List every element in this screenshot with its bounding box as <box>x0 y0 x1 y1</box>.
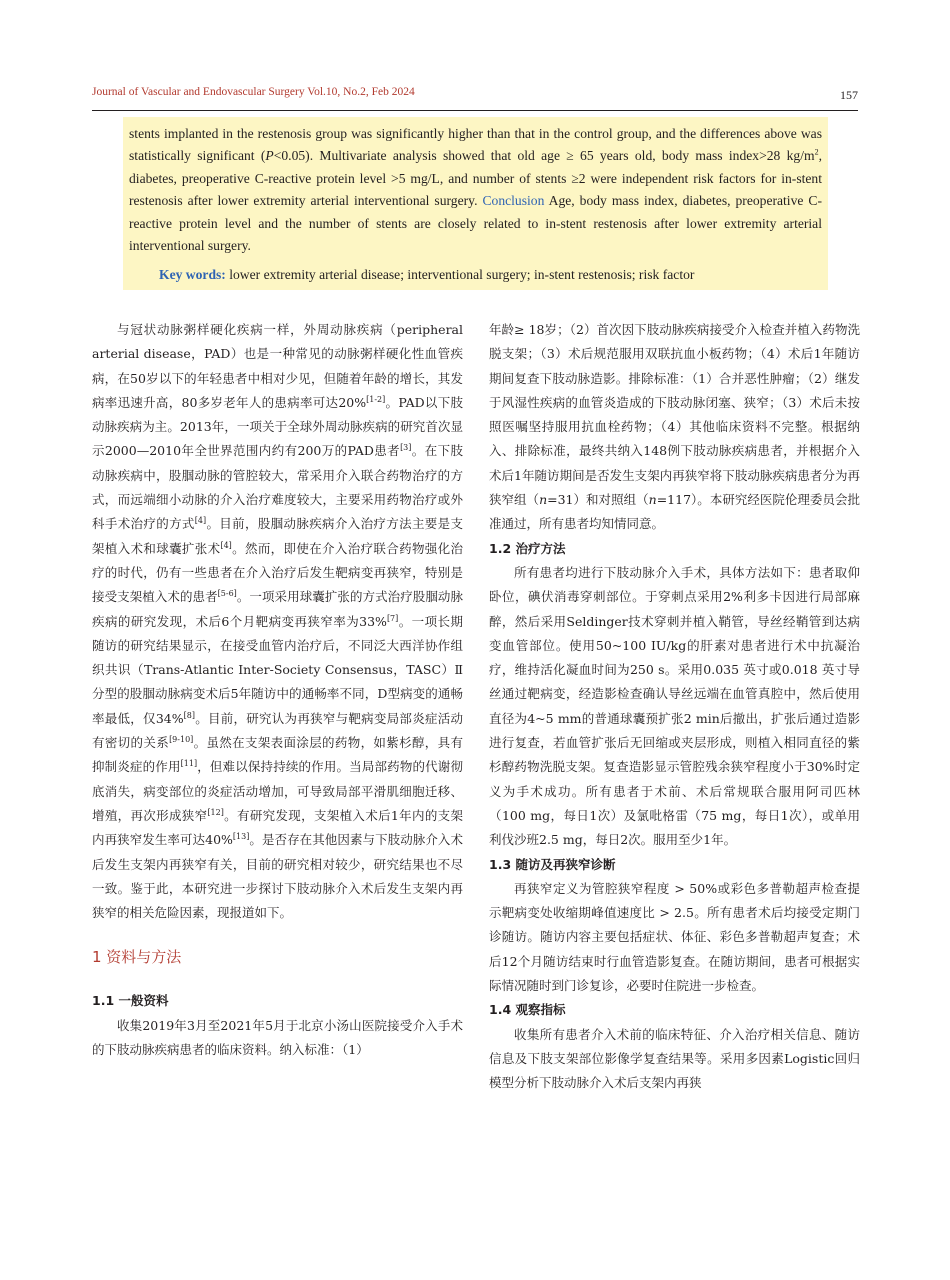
subsection-title-followup: 1.3 随访及再狭窄诊断 <box>489 856 616 872</box>
left-column <box>92 318 463 1062</box>
subsection-title-treatment: 1.2 治疗方法 <box>489 540 566 556</box>
general-data-paragraph: 收集2019年3月至2021年5月于北京小汤山医院接受介入手术的下肢动脉疾病患者的临床资料。纳入标准：（1） <box>92 1017 463 1058</box>
right-column <box>489 318 860 1096</box>
indicators-paragraph: 收集所有患者介入术前的临床特征、介入治疗相关信息、随访信息及下肢支架部位影像学复查结果等。采用多因素Logistic回归模型分析下肢动脉介入术后支架内再狭 <box>489 1026 860 1091</box>
header-rule <box>92 110 858 111</box>
running-header <box>92 86 858 106</box>
general-data-continued: 年龄≥ 18岁；（2）首次因下肢动脉疾病接受介入检查并植入药物洗脱支架；（3）术后规范服用双联抗血小板药物；（4）术后1年随访期间复查下肢动脉造影。排除标准：（1）合并恶性肿瘤；（2）继发于风湿性疾病的血管炎造成的下肢动脉闭塞、狭窄；（3）术后未按照医嘱坚持服用抗血栓药物；（4）其他临床资料不完整。根据纳入、排除标准，最终共纳入148例下肢动脉疾病患者，并根据介入术后1年随访期间是否发生支架内再狭窄将下肢动脉疾病患者分为再狭窄组（n=31）和对照组（n=117）。本研究经医院伦理委员会批准通过，所有患者均知情同意。 <box>489 322 860 532</box>
page-number: 157 <box>840 88 858 102</box>
followup-paragraph: 再狭窄定义为管腔狭窄程度 > 50%或彩色多普勒超声检查提示靶病变处收缩期峰值速度比 > 2.5。所有患者术后均接受定期门诊随访。随访内容主要包括症状、体征、彩色多普勒超声复查；术后12个月随访结束时行血管造影复查。在随访期间，患者可根据实际情况随时到门诊复诊，必要时住院进一步检查。 <box>489 880 860 994</box>
intro-paragraph: 与冠状动脉粥样硬化疾病一样，外周动脉疾病（peripheral arterial disease，PAD）也是一种常见的动脉粥样硬化性血管疾病，在50岁以下的年轻患者中相对少见，但随着年龄的增长，其发病率迅速升高，80多岁老年人的患病率可达20%[1-2]。PAD以下肢动脉疾病为主。2013年，一项关于全球外周动脉疾病的研究首次显示2000—2010年全世界范围内约有200万的PAD患者[3]。在下肢动脉疾病中，股腘动脉的管腔较大，常采用介入联合药物治疗的方式，而远端细小动脉的介入治疗难度较大，主要采用药物治疗或外科手术治疗的方式[4]。目前，股腘动脉疾病介入治疗方法主要是支架植入术和球囊扩张术[4]。然而，即使在介入治疗联合药物强化治疗的时代，仍有一些患者在介入治疗后发生靶病变再狭窄，特别是接受支架植入术的患者[5-6]。一项采用球囊扩张的方式治疗股腘动脉疾病的研究发现，术后6个月靶病变再狭窄率为33%[7]。一项长期随访的研究结果显示，在接受血管内治疗后，不同泛大西洋协作组织共识（Trans-Atlantic Inter-Society Consensus，TASC）Ⅱ分型的股腘动脉病变术后5年随访中的通畅率不同，D型病变的通畅率最低，仅34%[8]。目前，研究认为再狭窄与靶病变局部炎症活动有密切的关系[9-10]。虽然在支架表面涂层的药物，如紫杉醇，具有抑制炎症的作用[11]，但难以保持持续的作用。当局部药物的代谢彻底消失，病变部位的炎症活动增加，可导致局部平滑肌细胞迁移、增殖，再次形成狭窄[12]。有研究发现，支架植入术后1年内的支架内再狭窄发生率可达40%[13]。是否存在其他因素与下肢动脉介入术后发生支架内再狭窄有关，目前的研究相对较少，研究结果也不尽一致。鉴于此，本研究进一步探讨下肢动脉介入术后发生支架内再狭窄的相关危险因素，现报道如下。 <box>92 322 463 921</box>
english-abstract <box>123 117 828 290</box>
conclusion-label: Conclusion <box>482 193 545 209</box>
treatment-paragraph: 所有患者均进行下肢动脉介入手术，具体方法如下：患者取仰卧位，碘伏消毒穿刺部位。于穿刺点采用2%利多卡因进行局部麻醉，然后采用Seldinger技术穿刺并植入鞘管，导丝经鞘管到达病变血管部位。使用50~100 IU/kg的肝素对患者进行术中抗凝治疗，维持活化凝血时间为250 s。采用0.035 英寸或0.018 英寸导丝通过靶病变，经造影检查确认导丝远端在血管真腔中，然后使用直径为4~5 mm的普通球囊预扩张2 min后撤出，扩张后通过造影进行复查，若血管扩张后无回缩或夹层形成，则植入相同直径的紫杉醇药物洗脱支架。复查造影显示管腔残余狭窄程度小于30%时定义为手术成功。所有患者于术前、术后常规联合服用阿司匹林（100 mg，每日1次）及氯吡格雷（75 mg，每日1次），或单用利伐沙班2.5 mg，每日2次。服用至少1年。 <box>489 564 860 848</box>
section-title-methods: 1 资料与方法 <box>92 948 182 967</box>
subsection-title-indicators: 1.4 观察指标 <box>489 1002 566 1018</box>
subsection-title-general: 1.1 一般资料 <box>92 993 169 1009</box>
journal-citation: Journal of Vascular and Endovascular Surgery Vol.10, No.2, Feb 2024 <box>92 86 415 98</box>
keywords-text: lower extremity arterial disease; interventional surgery; in-stent restenosis; risk factor <box>225 267 695 283</box>
abstract-paragraph: stents implanted in the restenosis group was significantly higher than that in the control group, and the differences above was statistically significant (P<0.05). Multivariate analysis showed that old age ≥ 65 years old, body mass index>28 $kg/m^2$, diabetes, preoperative C-reactive protein level >5 mg/L, and number of stents ≥2 were independent risk factors for in-stent restenosis after lower extremity arterial interventional surgery. Conclusion Age, body mass index, diabetes, preoperative C-reactive protein level and the number of stents are closely related to in-stent restenosis after lower extremity arterial interventional surgery. <box>129 126 822 254</box>
keywords-label: Key words: <box>159 267 226 283</box>
keywords-line <box>159 267 822 283</box>
